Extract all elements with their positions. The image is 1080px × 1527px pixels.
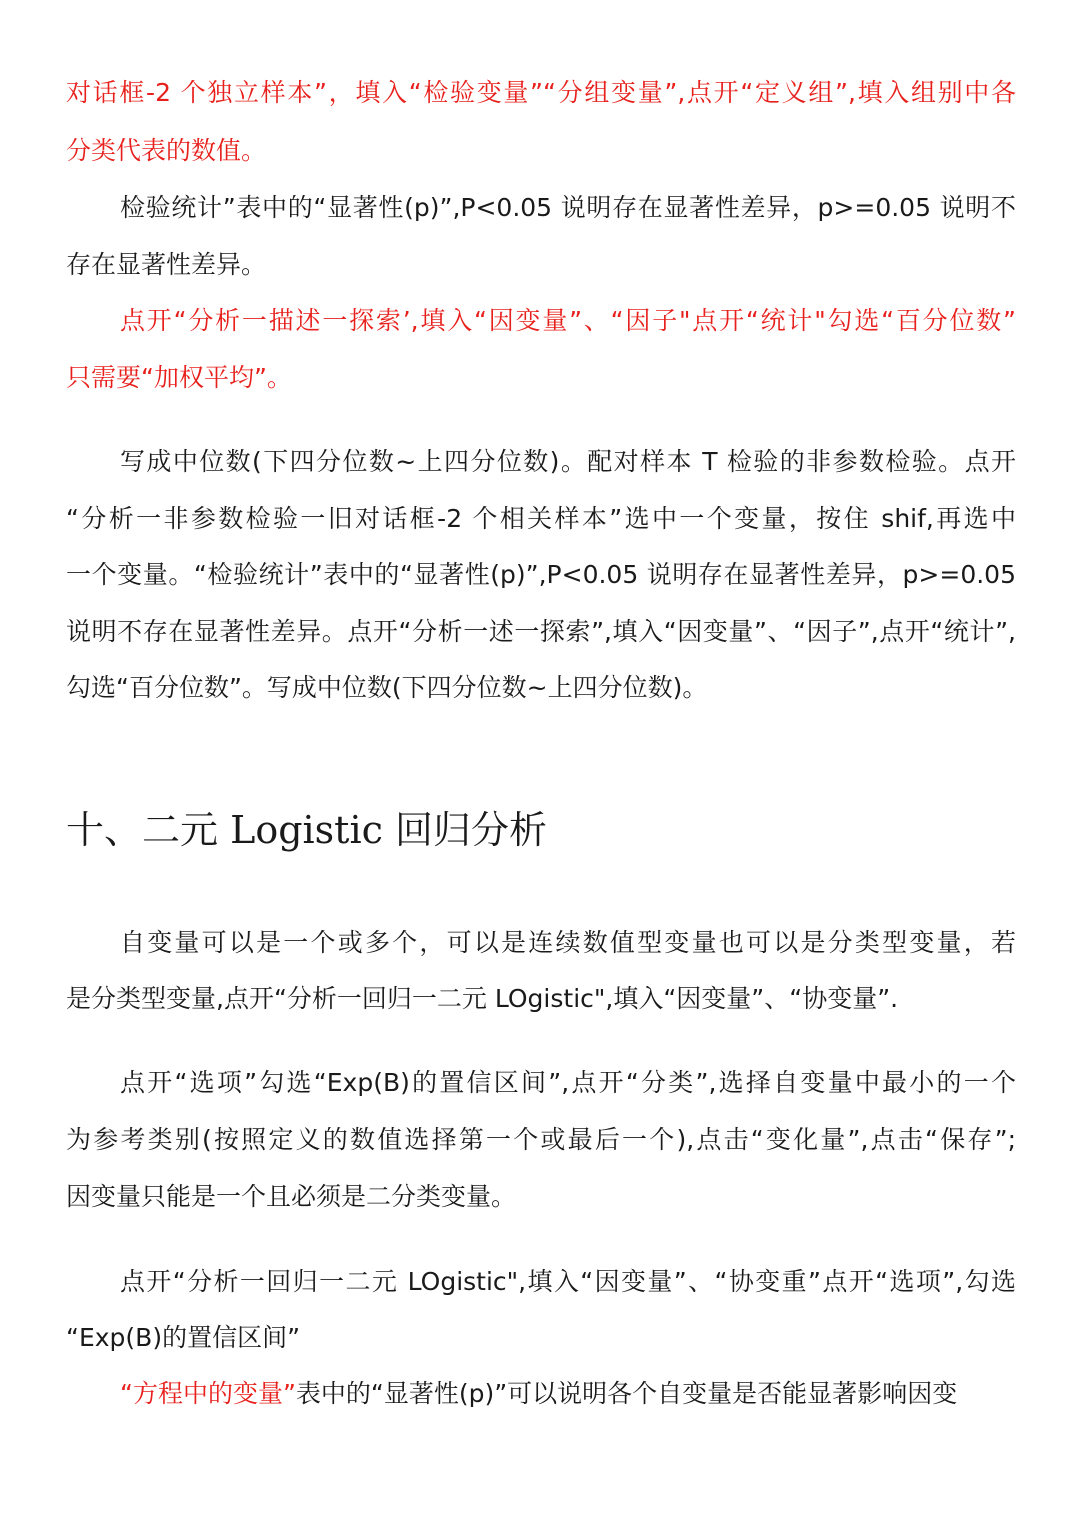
paragraph-line: 对话框-2 个独立样本”，填入“检验变量”“分组变量”,点开“定义组”,填入组别中各 (66, 78, 1016, 107)
paragraph-line (120, 1377, 1016, 1411)
paragraph-line: 说明不存在显著性差异。点开“分析一述一探索”,填入“因变量”、“因子”,点开“统计”, (66, 617, 1016, 646)
section-heading: 十、二元 Logistic 回归分析 (66, 808, 547, 852)
paragraph-line: 点开“选项”勾选“Exp(B)的置信区间”,点开“分类”,选择自变量中最小的一个 (120, 1068, 1016, 1097)
paragraph-line: 分类代表的数值。 (66, 136, 267, 165)
paragraph-line: “分析一非参数检验一旧对话框-2 个相关样本”选中一个变量，按住 shif,再选中 (66, 504, 1016, 533)
paragraph-line: 检验统计”表中的“显著性(p)”,P<0.05 说明存在显著性差异，p>=0.05 说明不 (120, 193, 1016, 222)
paragraph-line: 勾选“百分位数”。写成中位数(下四分位数~上四分位数)。 (66, 673, 708, 702)
paragraph-line: 是分类型变量,点开“分析一回归一二元 LOgistic",填入“因变量”、“协变量”. (66, 984, 899, 1013)
paragraph-line: 为参考类别(按照定义的数值选择第一个或最后一个),点击“变化量”,点击“保存”; (66, 1125, 1016, 1154)
highlighted-term: “方程中的变量” (120, 1379, 296, 1408)
paragraph-line: 一个变量。“检验统计”表中的“显著性(p)”,P<0.05 说明存在显著性差异，p>=0.05 (66, 560, 1016, 589)
paragraph-line: 写成中位数(下四分位数~上四分位数)。配对样本 T 检验的非参数检验。点开 (120, 447, 1016, 476)
paragraph-line: 点开“分析一描述一探索’,填入“因变量”、“因子"点开“统计"勾选“百分位数” (120, 306, 1016, 335)
paragraph-line: 存在显著性差异。 (66, 250, 267, 279)
paragraph-line: 只需要“加权平均”。 (66, 363, 292, 392)
paragraph-line: “Exp(B)的置信区间” (66, 1323, 301, 1352)
paragraph-line: 因变量只能是一个且必须是二分类变量。 (66, 1182, 517, 1211)
paragraph-line: 自变量可以是一个或多个，可以是连续数值型变量也可以是分类型变量，若 (120, 928, 1016, 957)
paragraph-line: 点开“分析一回归一二元 LOgistic",填入“因变量”、“协变重”点开“选项”,勾选 (120, 1267, 1016, 1296)
paragraph-text: 表中的“显著性(p)”可以说明各个自变量是否能显著影响因变 (295, 1379, 958, 1408)
